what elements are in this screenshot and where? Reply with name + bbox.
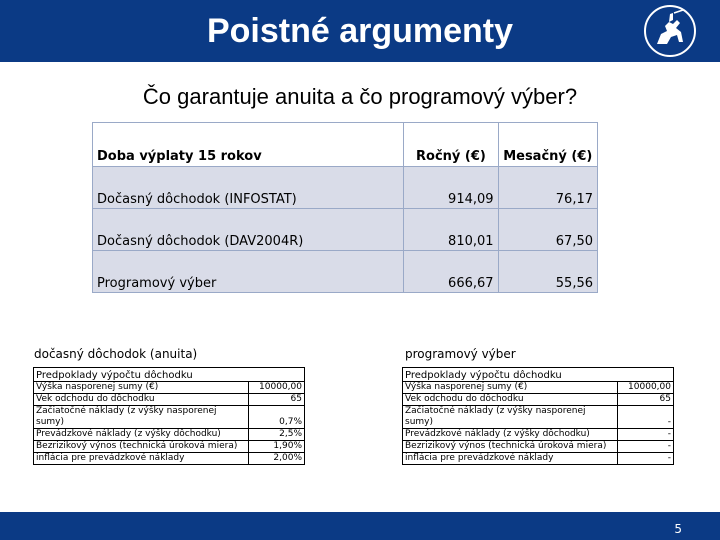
assumption-label: Výška nasporenej sumy (€): [34, 382, 249, 394]
page-title: Poistné argumenty: [206, 12, 514, 50]
table-row: [34, 406, 305, 429]
table-row: [403, 394, 674, 406]
program-assumptions-table: [402, 367, 674, 465]
row-label: Programový výber: [93, 251, 404, 293]
assumption-value: 65: [618, 394, 674, 406]
table-row: [403, 453, 674, 465]
assumption-label: inflácia pre prevádzkové náklady: [34, 453, 249, 465]
footer-bar: [0, 512, 720, 540]
assumptions-header: Predpoklady výpočtu dôchodku: [34, 368, 305, 382]
knight-on-horse-icon: [643, 4, 697, 58]
assumption-value: 1,90%: [249, 441, 305, 453]
assumption-label: Výška nasporenej sumy (€): [403, 382, 618, 394]
row-monthly-value: 55,56: [498, 251, 597, 293]
assumption-value: 0,7%: [249, 406, 305, 429]
row-monthly-value: 76,17: [498, 167, 597, 209]
assumption-label: Začiatočné náklady (z výšky nasporenej sumy): [403, 406, 618, 429]
page-number: 5: [674, 522, 682, 536]
assumption-label: inflácia pre prevádzkové náklady: [403, 453, 618, 465]
assumption-value: -: [618, 429, 674, 441]
assumption-label: Bezrizikový výnos (technická úroková miera): [403, 441, 618, 453]
table-row: [34, 429, 305, 441]
assumption-value: 2,5%: [249, 429, 305, 441]
table-row: [93, 251, 598, 293]
assumption-label: Prevádzkové náklady (z výšky dôchodku): [403, 429, 618, 441]
assumption-label: Začiatočné náklady (z výšky nasporenej sumy): [34, 406, 249, 429]
assumptions-header-row: [403, 368, 674, 382]
row-annual-value: 810,01: [404, 209, 498, 251]
table-row: [34, 382, 305, 394]
annuity-caption: dočasný dôchodok (anuita): [34, 347, 198, 361]
column-header-label: Doba výplaty 15 rokov: [93, 123, 404, 167]
slide-subtitle: Čo garantuje anuita a čo programový výber?: [142, 84, 578, 109]
assumption-value: 10000,00: [618, 382, 674, 394]
table-row: [403, 429, 674, 441]
table-row: [34, 453, 305, 465]
row-annual-value: 914,09: [404, 167, 498, 209]
assumption-label: Vek odchodu do dôchodku: [34, 394, 249, 406]
table-row: [403, 382, 674, 394]
assumptions-header-row: [34, 368, 305, 382]
assumption-value: 10000,00: [249, 382, 305, 394]
table-row: [34, 441, 305, 453]
assumption-label: Vek odchodu do dôchodku: [403, 394, 618, 406]
column-header-annual: Ročný (€): [404, 123, 498, 167]
table-row: [403, 441, 674, 453]
table-row: [93, 167, 598, 209]
row-label: Dočasný dôchodok (DAV2004R): [93, 209, 404, 251]
column-header-monthly: Mesačný (€): [498, 123, 597, 167]
header-bar: [0, 0, 720, 62]
table-row: [93, 209, 598, 251]
table-header-row: [93, 123, 598, 167]
row-monthly-value: 67,50: [498, 209, 597, 251]
row-annual-value: 666,67: [404, 251, 498, 293]
row-label: Dočasný dôchodok (INFOSTAT): [93, 167, 404, 209]
program-withdrawal-caption: programový výber: [405, 347, 516, 361]
assumption-value: -: [618, 441, 674, 453]
table-row: [403, 406, 674, 429]
assumption-label: Prevádzkové náklady (z výšky dôchodku): [34, 429, 249, 441]
assumption-value: 65: [249, 394, 305, 406]
table-row: [34, 394, 305, 406]
assumption-label: Bezrizikový výnos (technická úroková miera): [34, 441, 249, 453]
assumptions-header: Predpoklady výpočtu dôchodku: [403, 368, 674, 382]
assumption-value: 2,00%: [249, 453, 305, 465]
assumption-value: -: [618, 453, 674, 465]
payout-comparison-table: [92, 122, 598, 293]
assumption-value: -: [618, 406, 674, 429]
annuity-assumptions-table: [33, 367, 305, 465]
